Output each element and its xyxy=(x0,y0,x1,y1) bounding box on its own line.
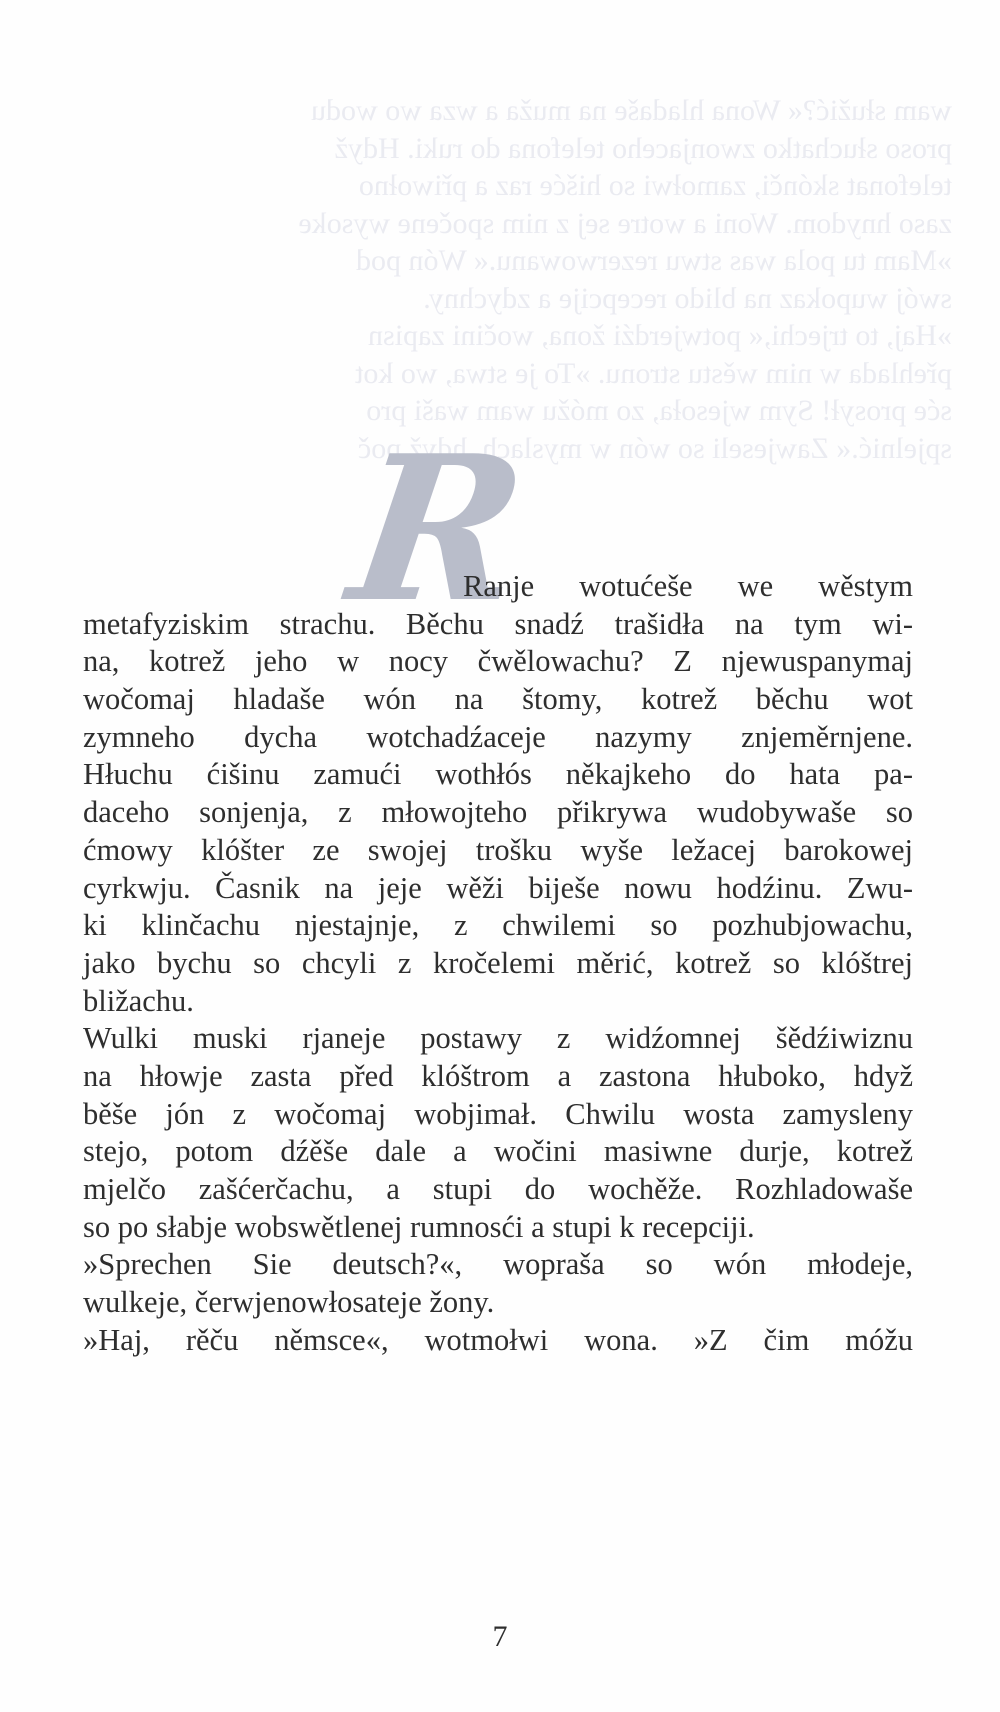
text-line: Hłuchu ćišinu zamući wothłós někajkeho do hata pa- xyxy=(83,757,913,792)
text-line: wočomaj hladaše wón na štomy, kotrež běchu wot xyxy=(83,682,913,717)
paragraph-start-line: »Sprechen Sie deutsch?«, wopraša so wón młodeje, xyxy=(83,1247,913,1282)
text-line: bližachu. xyxy=(83,983,194,1018)
text-line: cyrkwju. Časnik na jeje wěži biješe nowu hodźinu. Zwu- xyxy=(83,870,913,905)
text-line: zymneho dycha wotchadźaceje nazymy znjeměrnjene. xyxy=(83,719,913,754)
text-line: na hłowje zasta před klóštrom a zastona hłuboko, hdyž xyxy=(83,1058,913,1093)
show-through-line: sće prosył! Sym wjesoła, zo móžu wam waši pro xyxy=(366,394,952,427)
chapter-body-text xyxy=(83,568,913,1359)
text-line: metafyziskim strachu. Běchu snadź trašidła na tym wi- xyxy=(83,606,913,641)
show-through-line: telefonat skónči, zamołwi so hišće raz a přiwołno xyxy=(358,169,952,202)
text-line: wulkeje, čerwjenowłosateje žony. xyxy=(83,1285,495,1320)
paragraph-start-line: »Haj, rěču němsce«, wotmołwi wona. »Z čim móžu xyxy=(83,1322,913,1357)
text-line: daceho sonjenja, z młowojteho přikrywa wudobywaše so xyxy=(83,795,913,830)
paragraph-start-line: Wulki muski rjaneje postawy z widźomnej šědźiwiznu xyxy=(83,1021,913,1056)
drop-cap: R xyxy=(338,412,534,647)
show-through-line: zaso hnydom. Woni a wotre sej z nim spočene wysoke xyxy=(298,206,952,240)
show-through-text xyxy=(92,92,952,467)
text-line: ćmowy klóšter ze swojej trošku wyše ležacej barokowej xyxy=(83,832,913,867)
text-line: Ranje wotućeše we wěstym xyxy=(463,569,913,603)
text-line: na, kotrež jeho w nocy čwělowachu? Z njewuspanymaj xyxy=(83,644,913,679)
page-number: 7 xyxy=(492,1620,508,1653)
text-line: běše jón z wočomaj wobjimał. Chwilu wosta zamysleny xyxy=(83,1096,913,1131)
show-through-line: wam słužić?« Wona hladaše na muža a wza wo wodu xyxy=(311,94,952,127)
show-through-line: »Haj, to trjechi,« potwjerdźi žona, wočini zapisn xyxy=(368,319,952,352)
show-through-line: spjelnić.« Zawjeseli so wón w myslach, hdyž poč xyxy=(357,431,952,465)
text-line: jako bychu so chcyli z kročelemi měrić, kotrež so klóštrej xyxy=(83,945,913,980)
text-line: ki klinčachu njestajnje, z chwilemi so pozhubjowachu, xyxy=(83,908,913,943)
text-line: stejo, potom dźěše dale a wočini masiwne durje, kotrež xyxy=(83,1134,913,1169)
text-line: mjelčo zašćerčachu, a stupi do wochěže. Rozhladowaše xyxy=(83,1172,913,1206)
show-through-line: »Mam tu pola was stwu rezerwowanu.« Wón pod xyxy=(356,244,952,277)
text-line: so po słabje wobswětlenej rumnosći a stupi k recepciji. xyxy=(83,1209,755,1244)
show-through-line: swój wupokaz na blido recepcije a zdychny. xyxy=(423,281,952,315)
show-through-line: přehlada w nim wěstu stronu. »To je stwa, wo kot xyxy=(355,356,952,390)
show-through-line: proso słuchatko zwonjaceho telefona do ruki. Hdyž xyxy=(334,131,952,165)
